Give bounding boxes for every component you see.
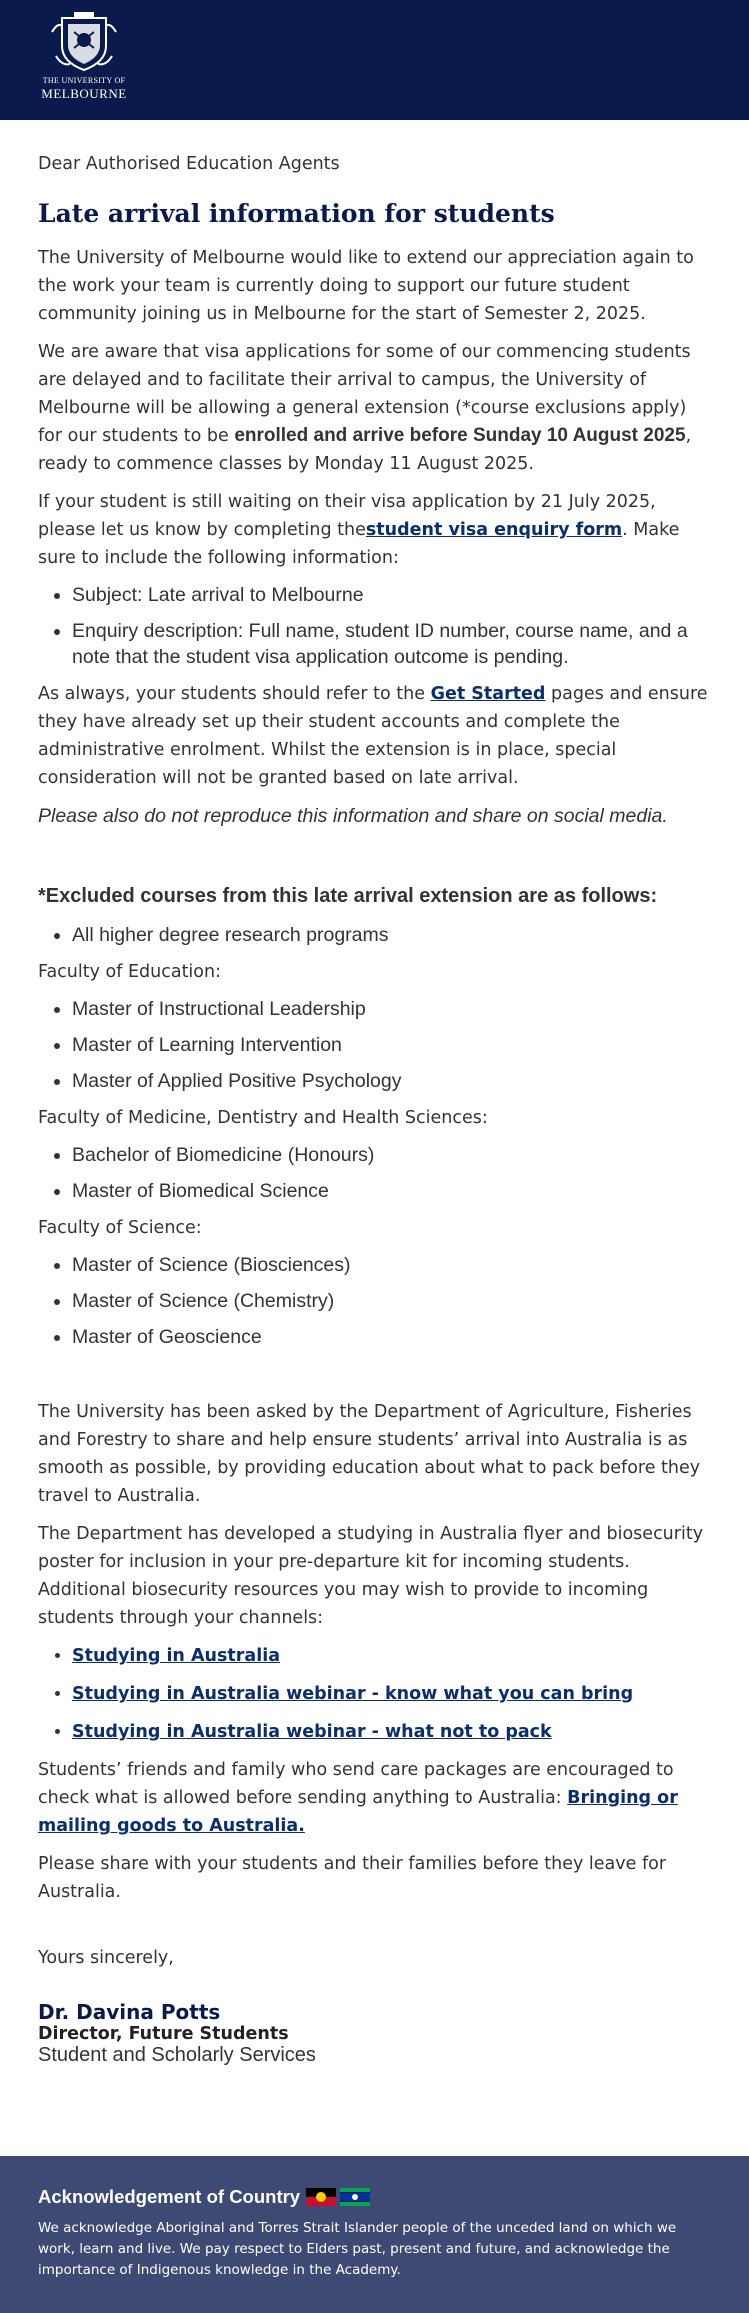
info-list <box>38 582 711 670</box>
care-packages-paragraph <box>38 1756 711 1840</box>
list-item: • Bachelor of Biomedicine (Honours) <box>72 1142 711 1168</box>
list-item: • Subject: Late arrival to Melbourne <box>72 582 711 608</box>
crest-icon <box>48 12 120 74</box>
greeting: Dear Authorised Education Agents <box>38 154 340 174</box>
logo-line-1: THE UNIVERSITY OF <box>42 76 126 85</box>
list-item: • Master of Geoscience <box>72 1324 711 1350</box>
medicine-course-list <box>38 1142 711 1204</box>
exclusions-title: *Excluded courses from this late arrival extension are as follows: <box>38 885 658 907</box>
get-started-text-end: pages and ensure they have already set up their student accounts and complete the administrative enrolment. Whilst the extension is in place, special consideration will not be granted based on late arrival. <box>38 684 708 788</box>
get-started-link[interactable]: Get Started <box>430 684 546 704</box>
webinar-what-you-can-bring-link[interactable]: Studying in Australia webinar - know what you can bring <box>72 1684 634 1704</box>
signature-title: Director, Future Students <box>38 2024 289 2044</box>
list-item <box>72 1642 711 1670</box>
acknowledgement-heading <box>38 2186 711 2208</box>
deadline-highlight: enrolled and arrive before Sunday 10 August 2025 <box>234 425 686 446</box>
visa-text-start: If your student is still waiting on their visa application by 21 July 2025, please let us know by completing the <box>38 492 656 540</box>
resource-links-list <box>38 1642 711 1746</box>
signature-name: Dr. Davina Potts <box>38 2000 221 2024</box>
get-started-text-start: As always, your students should refer to the <box>38 684 431 704</box>
list-item: • All higher degree research programs <box>72 922 711 948</box>
mailing-goods-link[interactable]: Bringing or mailing goods to Australia. <box>38 1788 678 1836</box>
intro-paragraph: The University of Melbourne would like to extend our appreciation again to the work your team is currently doing to support our future student community joining us in Melbourne for the start of Semester 2, 2025. <box>38 248 694 324</box>
webinar-what-not-to-pack-link[interactable]: Studying in Australia webinar - what not to pack <box>72 1722 552 1742</box>
message-content <box>0 150 749 2067</box>
faculty-heading-science: Faculty of Science: <box>38 1218 202 1238</box>
visa-text-end: . Make sure to include the following information: <box>38 520 680 568</box>
visa-enquiry-link[interactable]: student visa enquiry form <box>365 520 623 540</box>
extension-paragraph <box>38 338 711 478</box>
social-media-note: Please also do not reproduce this information and share on social media. <box>38 805 668 827</box>
biosecurity-paragraph: The University has been asked by the Department of Agriculture, Fisheries and Forestry to share and help ensure students’ arrival into Australia is as smooth as possible, by providing education about what to pack before they travel to Australia. <box>38 1402 701 1506</box>
acknowledgement-title: Acknowledgement of Country <box>38 2186 301 2207</box>
general-exclusions-list <box>38 922 711 948</box>
acknowledgement-footer <box>0 2156 749 2313</box>
closing: Yours sincerely, <box>38 1948 174 1968</box>
faculty-heading-medicine: Faculty of Medicine, Dentistry and Health Sciences: <box>38 1108 488 1128</box>
list-item: • Master of Science (Chemistry) <box>72 1288 711 1314</box>
list-item <box>72 1680 711 1708</box>
list-item: • Master of Applied Positive Psychology <box>72 1068 711 1094</box>
list-item: • Master of Science (Biosciences) <box>72 1252 711 1278</box>
list-item: • Master of Learning Intervention <box>72 1032 711 1058</box>
aboriginal-flag-icon <box>306 2188 336 2206</box>
visa-paragraph <box>38 488 711 572</box>
signature-department: Student and Scholarly Services <box>38 2044 316 2066</box>
studying-in-australia-link[interactable]: Studying in Australia <box>72 1646 281 1666</box>
logo-line-2: MELBOURNE <box>41 86 127 101</box>
list-item: • Master of Instructional Leadership <box>72 996 711 1022</box>
faculty-heading-education: Faculty of Education: <box>38 962 221 982</box>
get-started-paragraph <box>38 680 711 792</box>
page-title: Late arrival information for students <box>38 199 555 228</box>
extension-text-start: We are aware that visa applications for some of our commencing students are delayed and to facilitate their arrival to campus, the University of Melbourne will be allowing a general extension (*course exclusions apply) for our students to be <box>38 342 691 446</box>
care-packages-text: Students’ friends and family who send care packages are encouraged to check what is allowed before sending anything to Australia: <box>38 1760 674 1808</box>
extension-text-end: , ready to commence classes by Monday 11 August 2025. <box>38 426 692 474</box>
science-course-list <box>38 1252 711 1350</box>
header-banner <box>0 0 749 120</box>
university-logo[interactable] <box>38 12 130 102</box>
share-paragraph: Please share with your students and their families before they leave for Australia. <box>38 1854 667 1902</box>
torres-strait-islander-flag-icon <box>340 2188 370 2206</box>
list-item: • Master of Biomedical Science <box>72 1178 711 1204</box>
list-item: • Enquiry description: Full name, student ID number, course name, and a note that the student visa application outcome is pending. <box>72 618 711 670</box>
education-course-list <box>38 996 711 1094</box>
resources-paragraph: The Department has developed a studying in Australia flyer and biosecurity poster for inclusion in your pre-departure kit for incoming students. Additional biosecurity resources you may wish to provide to incoming students through your channels: <box>38 1524 704 1628</box>
acknowledgement-text: We acknowledge Aboriginal and Torres Strait Islander people of the unceded land on which we work, learn and live. We pay respect to Elders past, present and future, and acknowledge the importance of Indigenous knowledge in the Academy. <box>38 2220 677 2278</box>
list-item <box>72 1718 711 1746</box>
